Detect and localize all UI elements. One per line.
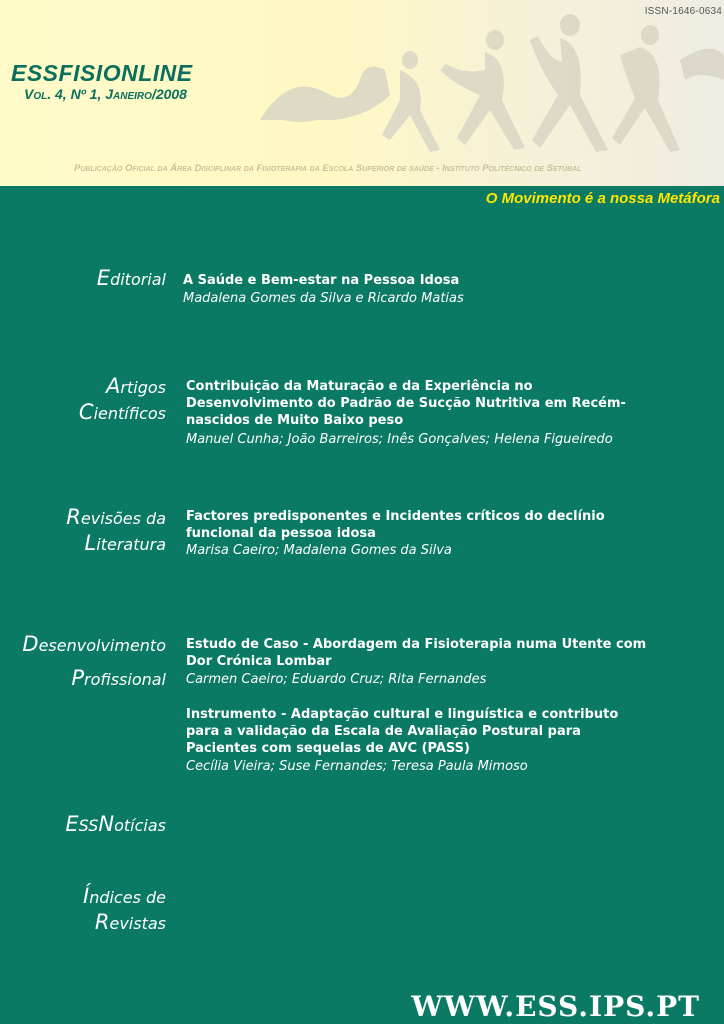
revisoes-article-authors: Marisa Caeiro; Madalena Gomes da Silva xyxy=(186,543,452,558)
motto-tagline: O Movimento é a nossa Metáfora xyxy=(485,190,720,207)
journal-title: ESSFISIONLINE xyxy=(11,60,193,86)
section-title-editorial: Editorial xyxy=(96,266,166,290)
publication-subtitle: Publicação Oficial da Área Disciplinar da Fisioterapia da Escola Superior de saúde - Instituto Politécnico de Setúbal xyxy=(74,163,582,174)
desenvolvimento-article-1-authors: Carmen Caeiro; Eduardo Cruz; Rita Fernandes xyxy=(186,672,487,687)
editorial-article-authors: Madalena Gomes da Silva e Ricardo Matias xyxy=(183,291,464,306)
website-url-link[interactable]: WWW.ESS.IPS.PT xyxy=(411,990,700,1023)
running-figures-illustration xyxy=(240,0,724,160)
editorial-article-title[interactable]: A Saúde e Bem-estar na Pessoa Idosa xyxy=(183,273,460,288)
revisoes-article-title[interactable]: Factores predisponentes e Incidentes críticos do declínio funcional da pessoa idosa xyxy=(186,509,605,541)
desenvolvimento-article-2-authors: Cecília Vieira; Suse Fernandes; Teresa Paula Mimoso xyxy=(186,759,528,774)
masthead xyxy=(0,0,724,186)
issue-info: Vol. 4, Nº 1, Janeiro/2008 xyxy=(24,86,187,102)
desenvolvimento-article-2-title[interactable]: Instrumento - Adaptação cultural e linguística e contributo para a validação da Escala de Avaliação Postural para Pacientes com sequelas de AVC (PASS) xyxy=(186,707,619,756)
section-title-indices-revistas[interactable]: Índices de Revistas xyxy=(82,884,166,934)
artigos-article-authors: Manuel Cunha; João Barreiros; Inês Gonçalves; Helena Figueiredo xyxy=(186,432,613,447)
section-title-revisoes-literatura: Revisões da Literatura xyxy=(66,505,166,555)
issn-label: ISSN-1646-0634 xyxy=(644,6,722,17)
artigos-article-title[interactable]: Contribuição da Maturação e da Experiência no Desenvolvimento do Padrão de Sucção Nutritiva em Recém-nascidos de Muito Baixo peso xyxy=(186,379,626,428)
section-title-artigos-cientificos: Artigos Científicos xyxy=(78,374,166,424)
desenvolvimento-article-1-title[interactable]: Estudo de Caso - Abordagem da Fisioterapia numa Utente com Dor Crónica Lombar xyxy=(186,637,647,669)
section-title-desenvolvimento-profissional: Desenvolvimento Profissional xyxy=(22,632,166,690)
section-title-essnoticias[interactable]: ESSNotícias xyxy=(65,812,166,836)
